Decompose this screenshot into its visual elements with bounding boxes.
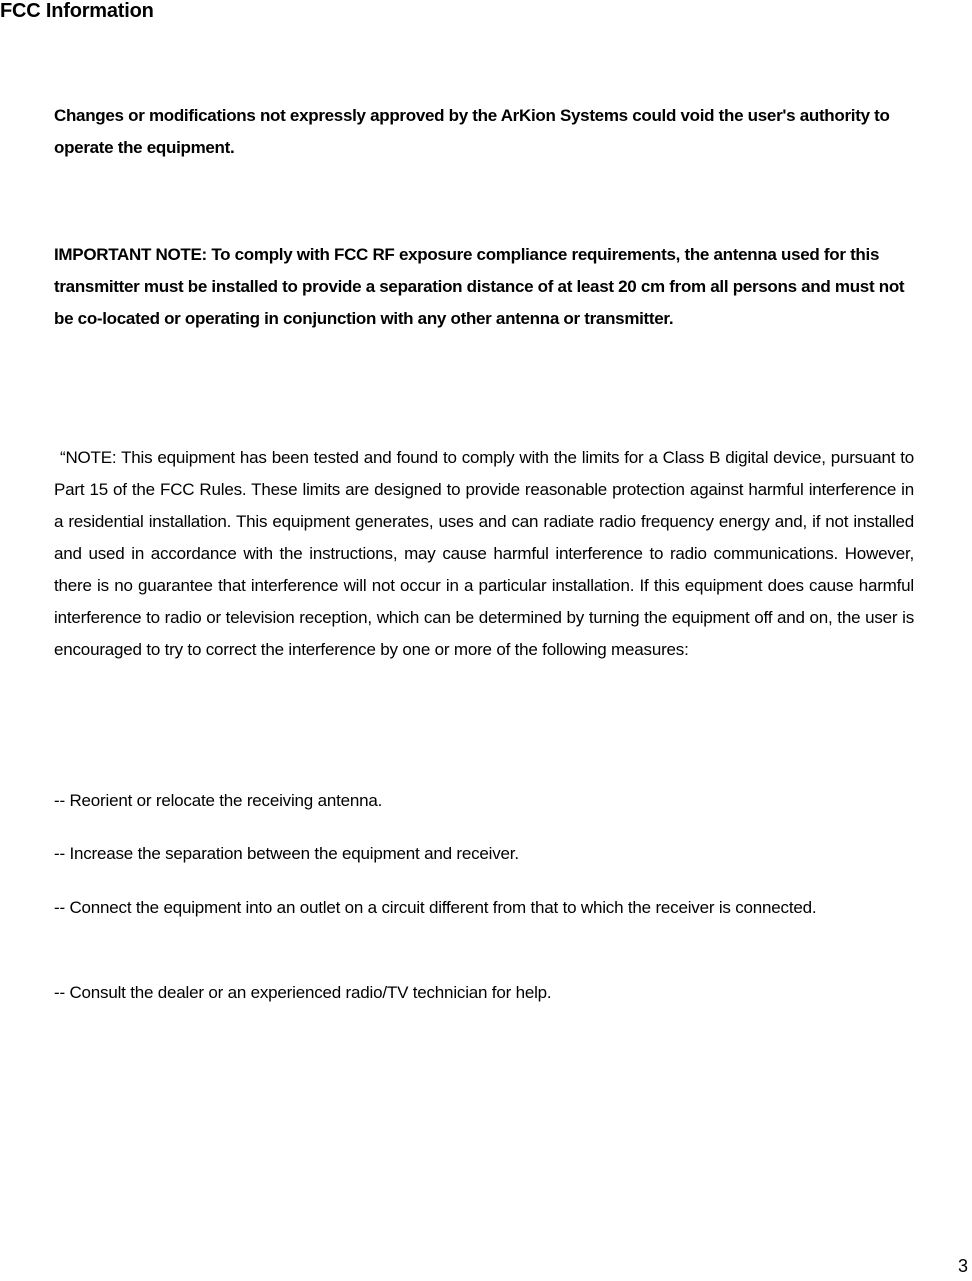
fcc-note-paragraph: “NOTE: This equipment has been tested and found to comply with the limits for a Class B digital device, pursuant to Part 15 of the FCC Rules. These limits are designed to provide reasonable protection against harmful interference in a residential installation. This equipment generates, uses and can radiate radio frequency energy and, if not installed and used in accordance with the instructions, may cause harmful interference to radio communications. However, there is no guarantee that interference will not occur in a particular installation. If this equipment does cause harmful interference to radio or television reception, which can be determined by turning the equipment off and on, the user is encouraged to try to correct the interference by one or more of the following measures:: [54, 448, 914, 659]
measure-item: -- Increase the separation between the equipment and receiver.: [54, 844, 519, 863]
measure-item: -- Reorient or relocate the receiving antenna.: [54, 791, 383, 810]
measure-item: -- Consult the dealer or an experienced radio/TV technician for help.: [54, 983, 552, 1002]
modifications-warning-paragraph: Changes or modifications not expressly approved by the ArKion Systems could void the user's authority to operate the equipment.: [54, 106, 890, 157]
page-title: FCC Information: [0, 0, 154, 22]
measure-item: -- Connect the equipment into an outlet on a circuit different from that to which the receiver is connected.: [54, 898, 817, 917]
important-note-paragraph: IMPORTANT NOTE: To comply with FCC RF exposure compliance requirements, the antenna used for this transmitter must be installed to provide a separation distance of at least 20 cm from all persons and must not be co-located or operating in conjunction with any other antenna or transmitter.: [54, 245, 905, 328]
page-number: 3: [957, 1256, 968, 1276]
